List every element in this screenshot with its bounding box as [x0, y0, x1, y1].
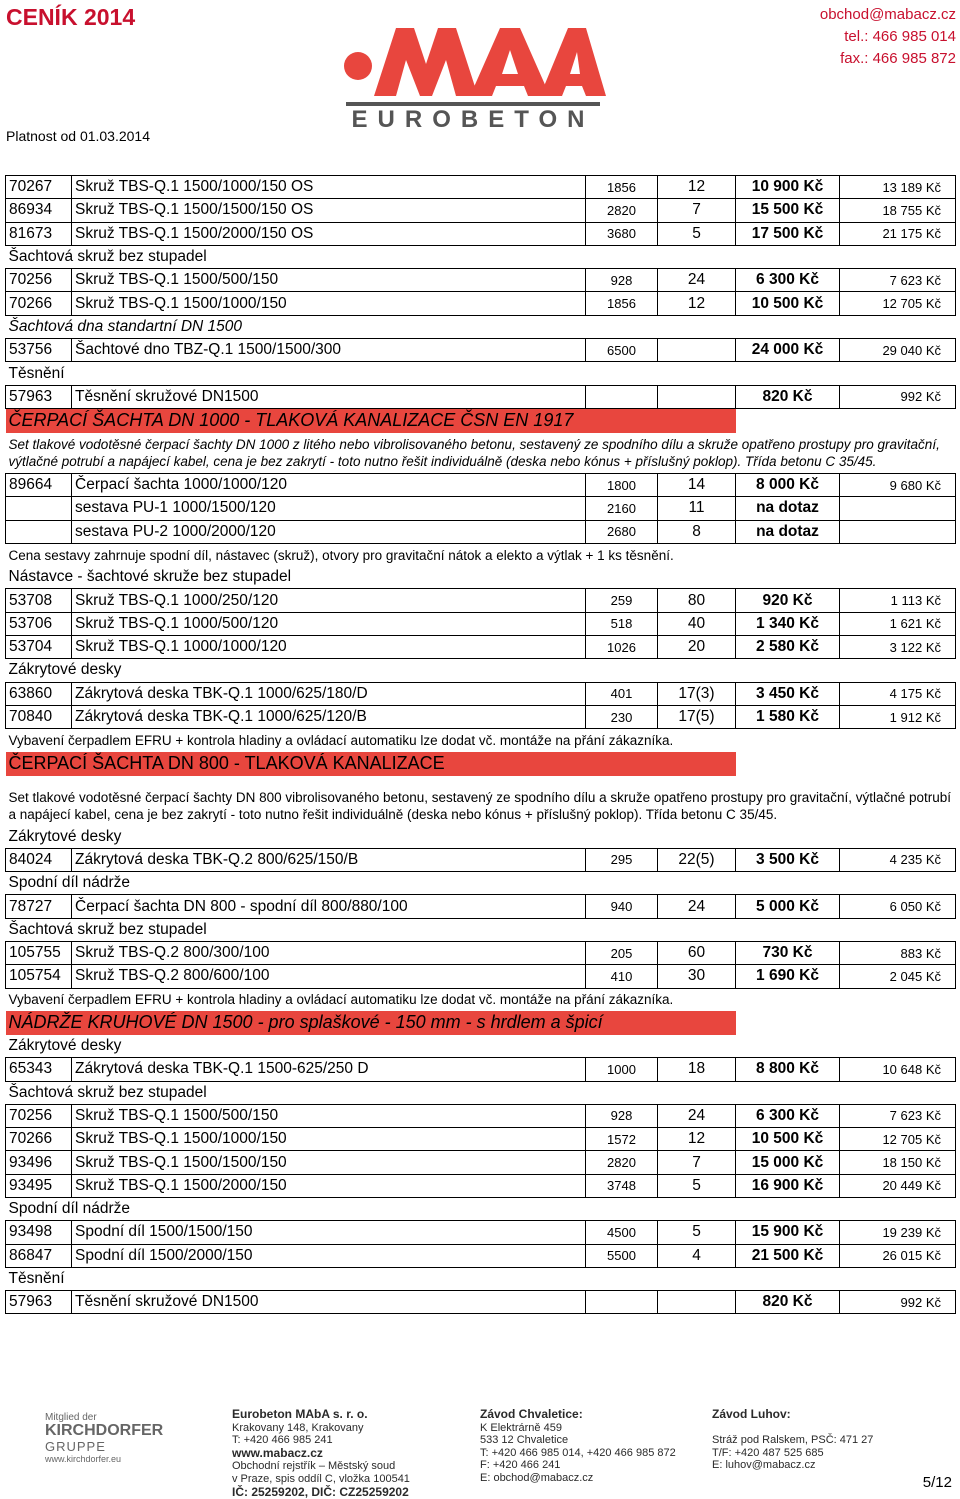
- product-name: sestava PU-2 1000/2000/120: [72, 520, 586, 543]
- company-address: [232, 1408, 410, 1499]
- plant-line: T: +420 466 985 014, +420 466 985 872: [480, 1446, 676, 1459]
- product-weight: 1800: [586, 473, 658, 496]
- product-weight: 410: [586, 965, 658, 988]
- product-weight: [586, 1291, 658, 1314]
- table-row: [6, 176, 956, 199]
- product-quantity: [658, 339, 736, 362]
- valid-from: Platnost od 01.03.2014: [6, 128, 151, 144]
- product-name: Skruž TBS-Q.1 1500/1000/150: [72, 1128, 586, 1151]
- plant-luhov: [712, 1408, 873, 1472]
- product-price-vat: 12 705 Kč: [840, 1128, 956, 1151]
- company-line: T: +420 466 985 241: [232, 1434, 333, 1447]
- contact-fax: fax.: 466 985 872: [840, 50, 956, 67]
- section-row: [6, 659, 956, 682]
- product-quantity: 14: [658, 473, 736, 496]
- product-quantity: 18: [658, 1058, 736, 1081]
- plant-email[interactable]: E: obchod@mabacz.cz: [480, 1471, 594, 1484]
- product-code: 53706: [6, 612, 72, 635]
- product-quantity: 5: [658, 222, 736, 245]
- logo-eurobeton-text: EUROBETON: [351, 106, 595, 130]
- product-price: 820 Kč: [736, 385, 840, 408]
- product-price-vat: 4 235 Kč: [840, 848, 956, 871]
- product-name: Skruž TBS-Q.1 1500/500/150: [72, 269, 586, 292]
- section-title: Šachtová skruž bez stupadel: [8, 1083, 207, 1101]
- product-code: 81673: [6, 222, 72, 245]
- product-price-vat: 21 175 Kč: [840, 222, 956, 245]
- product-weight: 1856: [586, 292, 658, 315]
- product-price: 1 690 Kč: [736, 965, 840, 988]
- product-code: [6, 520, 72, 543]
- table-row: [6, 292, 956, 315]
- spacer-row: [6, 776, 956, 786]
- table-row: [6, 1174, 956, 1197]
- table-row: [6, 895, 956, 918]
- product-price: 16 900 Kč: [736, 1174, 840, 1197]
- product-quantity: 24: [658, 1104, 736, 1127]
- company-ids: IČ: 25259202, DIČ: CZ25259202: [232, 1484, 409, 1499]
- product-price: 2 580 Kč: [736, 636, 840, 659]
- table-row: [6, 199, 956, 222]
- product-code: 78727: [6, 895, 72, 918]
- product-price: 3 450 Kč: [736, 682, 840, 705]
- company-line: Krakovany 148, Krakovany: [232, 1421, 364, 1434]
- product-quantity: 11: [658, 497, 736, 520]
- product-price-vat: 6 050 Kč: [840, 895, 956, 918]
- table-row: [6, 269, 956, 292]
- product-code: 105755: [6, 942, 72, 965]
- product-price: 6 300 Kč: [736, 1104, 840, 1127]
- product-code: 70256: [6, 1104, 72, 1127]
- product-name: Zákrytová deska TBK-Q.1 1000/625/120/B: [72, 705, 586, 728]
- category-heading: ČERPACÍ ŠACHTA DN 800 - TLAKOVÁ KANALIZACE: [6, 752, 736, 776]
- section-row: [6, 872, 956, 895]
- table-row: [6, 1058, 956, 1081]
- page-footer: [0, 1408, 960, 1498]
- product-name: Skruž TBS-Q.1 1000/250/120: [72, 589, 586, 612]
- plant-chvaletice: [480, 1408, 676, 1485]
- product-price: 10 500 Kč: [736, 1128, 840, 1151]
- product-name: Skruž TBS-Q.1 1500/1500/150: [72, 1151, 586, 1174]
- group-url[interactable]: www.kirchdorfer.eu: [45, 1454, 122, 1464]
- product-price: 820 Kč: [736, 1291, 840, 1314]
- info-row: [6, 729, 956, 752]
- plant-line: F: +420 466 241: [480, 1459, 561, 1472]
- section-title: Šachtová skruž bez stupadel: [8, 248, 207, 266]
- kirchdorfer-group: [45, 1412, 163, 1464]
- group-name: KIRCHDORFER: [45, 1422, 164, 1439]
- product-quantity: 24: [658, 895, 736, 918]
- product-price: 15 000 Kč: [736, 1151, 840, 1174]
- product-code: 86847: [6, 1244, 72, 1267]
- product-code: 57963: [6, 385, 72, 408]
- product-name: Šachtové dno TBZ-Q.1 1500/1500/300: [72, 339, 586, 362]
- product-price: 21 500 Kč: [736, 1244, 840, 1267]
- product-name: Zákrytová deska TBK-Q.2 800/625/150/B: [72, 848, 586, 871]
- product-weight: 5500: [586, 1244, 658, 1267]
- product-code: 70256: [6, 269, 72, 292]
- product-name: Skruž TBS-Q.1 1500/1000/150: [72, 292, 586, 315]
- maba-eurobeton-logo: [340, 14, 606, 130]
- product-weight: 6500: [586, 339, 658, 362]
- product-quantity: 30: [658, 965, 736, 988]
- section-row: [6, 566, 956, 589]
- product-quantity: 4: [658, 1244, 736, 1267]
- product-code: [6, 497, 72, 520]
- section-row: [6, 826, 956, 849]
- product-name: Skruž TBS-Q.2 800/300/100: [72, 942, 586, 965]
- company-name: Eurobeton MAbA s. r. o.: [232, 1407, 368, 1421]
- product-quantity: 12: [658, 176, 736, 199]
- company-web[interactable]: www.mabacz.cz: [232, 1445, 323, 1460]
- table-row: [6, 848, 956, 871]
- group-member-label: Mitglied der: [45, 1412, 97, 1423]
- description-row: [6, 433, 956, 474]
- product-code: 70266: [6, 292, 72, 315]
- table-row: [6, 636, 956, 659]
- company-line: Obchodní rejstřík – Městský soud: [232, 1460, 396, 1473]
- product-price: 5 000 Kč: [736, 895, 840, 918]
- product-price: 10 500 Kč: [736, 292, 840, 315]
- table-row: [6, 385, 956, 408]
- plant-line: Stráž pod Ralskem, PSČ: 471 27: [712, 1434, 874, 1447]
- product-weight: 1000: [586, 1058, 658, 1081]
- product-name: Skruž TBS-Q.1 1500/1000/150 OS: [72, 176, 586, 199]
- plant-line: K Elektrárně 459: [480, 1421, 562, 1434]
- product-price-vat: 7 623 Kč: [840, 1104, 956, 1127]
- table-subrow: [6, 520, 956, 543]
- heading-blank: [736, 408, 956, 433]
- product-name: Spodní díl 1500/1500/150: [72, 1221, 586, 1244]
- section-row: [6, 1267, 956, 1290]
- product-quantity: 5: [658, 1174, 736, 1197]
- product-price: 10 900 Kč: [736, 176, 840, 199]
- spacer-cell: [6, 776, 956, 786]
- section-title: Spodní díl nádrže: [8, 1200, 131, 1218]
- product-price: 6 300 Kč: [736, 269, 840, 292]
- table-row: [6, 1104, 956, 1127]
- product-weight: 1026: [586, 636, 658, 659]
- product-quantity: 12: [658, 292, 736, 315]
- product-price: 24 000 Kč: [736, 339, 840, 362]
- info-text: Vybavení čerpadlem EFRU + kontrola hladiny a ovládací automatiku lze dodat vč. montáže na přání zákazníka.: [8, 732, 674, 748]
- product-weight: 230: [586, 705, 658, 728]
- product-code: 70266: [6, 1128, 72, 1151]
- product-price-vat: 883 Kč: [840, 942, 956, 965]
- product-weight: 940: [586, 895, 658, 918]
- section-row: [6, 1197, 956, 1220]
- product-price-vat: 29 040 Kč: [840, 339, 956, 362]
- product-name: Skruž TBS-Q.1 1500/500/150: [72, 1104, 586, 1127]
- section-title: Těsnění: [8, 364, 65, 382]
- contact-email[interactable]: obchod@mabacz.cz: [819, 6, 956, 23]
- table-row: [6, 942, 956, 965]
- table-row: [6, 1221, 956, 1244]
- section-title: Zákrytové desky: [8, 661, 122, 679]
- product-name: Skruž TBS-Q.1 1000/1000/120: [72, 636, 586, 659]
- info-text: Vybavení čerpadlem EFRU + kontrola hladiny a ovládací automatiku lze dodat vč. montáže na přání zákazníka.: [8, 992, 674, 1008]
- product-price-vat: 1 621 Kč: [840, 612, 956, 635]
- table-row: [6, 1128, 956, 1151]
- table-row: [6, 222, 956, 245]
- table-row: [6, 682, 956, 705]
- table-row: [6, 339, 956, 362]
- product-name: Skruž TBS-Q.1 1000/500/120: [72, 612, 586, 635]
- product-weight: 1856: [586, 176, 658, 199]
- product-name: Skruž TBS-Q.1 1500/2000/150: [72, 1174, 586, 1197]
- heading-blank: [736, 1011, 956, 1035]
- product-code: 70267: [6, 176, 72, 199]
- table-row: [6, 612, 956, 635]
- table-row: [6, 1244, 956, 1267]
- description-text: Set tlakové vodotěsné čerpací šachty DN 1000 z litého nebo vibrolisovaného betonu, sestavený ze spodního dílu a skruže opatřeno prostupy pro gravitační, výtlačné potrubí a napájecí kabel, cena je bez zakrytí - toto nutno řešit individuálně (deska nebo kónus + příslušný poklop). Třída betonu C 35/45.: [8, 436, 940, 469]
- product-code: 70840: [6, 705, 72, 728]
- product-price-vat: 3 122 Kč: [840, 636, 956, 659]
- plant-email[interactable]: E: luhov@mabacz.cz: [712, 1459, 816, 1472]
- product-weight: 2820: [586, 199, 658, 222]
- product-price: na dotaz: [736, 497, 840, 520]
- product-weight: 4500: [586, 1221, 658, 1244]
- category-heading: NÁDRŽE KRUHOVÉ DN 1500 - pro splaškové - 150 mm - s hrdlem a špicí: [6, 1011, 736, 1035]
- table-row: [6, 965, 956, 988]
- product-quantity: [658, 1291, 736, 1314]
- product-code: 105754: [6, 965, 72, 988]
- product-name: sestava PU-1 1000/1500/120: [72, 497, 586, 520]
- section-title: Zákrytové desky: [8, 1037, 122, 1055]
- section-row: [6, 362, 956, 385]
- section-row: [6, 245, 956, 268]
- plant-title: Závod Chvaletice:: [480, 1407, 583, 1421]
- product-quantity: 60: [658, 942, 736, 965]
- category-heading-row: [6, 408, 956, 433]
- product-quantity: 5: [658, 1221, 736, 1244]
- product-weight: 3748: [586, 1174, 658, 1197]
- section-title: Těsnění: [8, 1270, 65, 1288]
- product-weight: 1572: [586, 1128, 658, 1151]
- product-price-vat: 7 623 Kč: [840, 269, 956, 292]
- product-code: 63860: [6, 682, 72, 705]
- product-price: 920 Kč: [736, 589, 840, 612]
- product-price-vat: [840, 497, 956, 520]
- product-weight: 2680: [586, 520, 658, 543]
- product-code: 57963: [6, 1291, 72, 1314]
- product-code: 53704: [6, 636, 72, 659]
- product-name: Čerpací šachta 1000/1000/120: [72, 473, 586, 496]
- product-price: 8 800 Kč: [736, 1058, 840, 1081]
- heading-blank: [736, 752, 956, 776]
- section-title: Šachtová dna standartní DN 1500: [8, 317, 243, 335]
- product-weight: 295: [586, 848, 658, 871]
- product-price-vat: [840, 520, 956, 543]
- product-quantity: 17(5): [658, 705, 736, 728]
- product-price-vat: 4 175 Kč: [840, 682, 956, 705]
- product-price-vat: 992 Kč: [840, 1291, 956, 1314]
- section-title: Spodní díl nádrže: [8, 874, 131, 892]
- product-quantity: 20: [658, 636, 736, 659]
- product-price-vat: 12 705 Kč: [840, 292, 956, 315]
- section-row: [6, 315, 956, 338]
- section-title: Zákrytové desky: [8, 827, 122, 845]
- product-price: 1 340 Kč: [736, 612, 840, 635]
- product-price-vat: 2 045 Kč: [840, 965, 956, 988]
- product-name: Těsnění skružové DN1500: [72, 385, 586, 408]
- table-row: [6, 473, 956, 496]
- product-code: 53756: [6, 339, 72, 362]
- product-price-vat: 13 189 Kč: [840, 176, 956, 199]
- product-quantity: 12: [658, 1128, 736, 1151]
- table-row: [6, 705, 956, 728]
- product-price: 8 000 Kč: [736, 473, 840, 496]
- price-list-title: CENÍK 2014: [6, 4, 136, 30]
- group-sub: GRUPPE: [45, 1439, 106, 1454]
- company-line: v Praze, spis oddíl C, vložka 100541: [232, 1472, 410, 1485]
- product-name: Zákrytová deska TBK-Q.1 1500-625/250 D: [72, 1058, 586, 1081]
- info-row: [6, 988, 956, 1011]
- product-quantity: 7: [658, 199, 736, 222]
- product-quantity: [658, 385, 736, 408]
- category-heading-row: [6, 752, 956, 776]
- contact-phone: tel.: 466 985 014: [844, 28, 956, 45]
- info-row: [6, 543, 956, 566]
- product-price: 15 500 Kč: [736, 199, 840, 222]
- category-heading-row: [6, 1011, 956, 1035]
- product-price-vat: 9 680 Kč: [840, 473, 956, 496]
- description-text: Set tlakové vodotěsné čerpací šachty DN 800 vibrolisovaného betonu, sestavený ze spodního dílu a skruže opatřeno prostupy pro gravitační, výtlačné potrubí a napájecí kabel, cena je bez zakrytí - toto nutno řešit individuálně (deska nebo kónus + příslušný poklop). Třída betonu C 35/45.: [8, 789, 952, 822]
- product-quantity: 24: [658, 269, 736, 292]
- product-code: 93496: [6, 1151, 72, 1174]
- product-price-vat: 10 648 Kč: [840, 1058, 956, 1081]
- product-price-vat: 992 Kč: [840, 385, 956, 408]
- product-price-vat: 1 113 Kč: [840, 589, 956, 612]
- product-code: 89664: [6, 473, 72, 496]
- table-row: [6, 1291, 956, 1314]
- product-weight: 518: [586, 612, 658, 635]
- section-row: [6, 918, 956, 941]
- product-quantity: 7: [658, 1151, 736, 1174]
- plant-line: 533 12 Chvaletice: [480, 1434, 569, 1447]
- product-quantity: 80: [658, 589, 736, 612]
- product-name: Skruž TBS-Q.1 1500/1500/150 OS: [72, 199, 586, 222]
- product-weight: 259: [586, 589, 658, 612]
- section-row: [6, 1035, 956, 1058]
- section-row: [6, 1081, 956, 1104]
- product-name: Zákrytová deska TBK-Q.1 1000/625/180/D: [72, 682, 586, 705]
- product-quantity: 8: [658, 520, 736, 543]
- section-title: Nástavce - šachtové skruže bez stupadel: [8, 568, 292, 586]
- product-code: 93498: [6, 1221, 72, 1244]
- maba-letters-icon: [344, 28, 606, 96]
- product-quantity: 17(3): [658, 682, 736, 705]
- product-quantity: 40: [658, 612, 736, 635]
- description-row: [6, 786, 956, 826]
- section-title: Šachtová skruž bez stupadel: [8, 920, 207, 938]
- product-price-vat: 26 015 Kč: [840, 1244, 956, 1267]
- product-code: 86934: [6, 199, 72, 222]
- category-heading: ČERPACÍ ŠACHTA DN 1000 - TLAKOVÁ KANALIZACE ČSN EN 1917: [6, 408, 736, 433]
- product-code: 65343: [6, 1058, 72, 1081]
- contact-block: [820, 4, 956, 70]
- product-name: Těsnění skružové DN1500: [72, 1291, 586, 1314]
- table-row: [6, 589, 956, 612]
- product-price-vat: 1 912 Kč: [840, 705, 956, 728]
- table-row: [6, 1151, 956, 1174]
- product-weight: 2820: [586, 1151, 658, 1174]
- product-weight: [586, 385, 658, 408]
- product-name: Čerpací šachta DN 800 - spodní díl 800/880/100: [72, 895, 586, 918]
- product-weight: 928: [586, 1104, 658, 1127]
- product-weight: 928: [586, 269, 658, 292]
- product-price: 730 Kč: [736, 942, 840, 965]
- product-code: 84024: [6, 848, 72, 871]
- table-subrow: [6, 497, 956, 520]
- product-weight: 205: [586, 942, 658, 965]
- plant-title: Závod Luhov:: [712, 1407, 791, 1421]
- product-price-vat: 20 449 Kč: [840, 1174, 956, 1197]
- product-price-vat: 19 239 Kč: [840, 1221, 956, 1244]
- product-quantity: 22(5): [658, 848, 736, 871]
- product-price: na dotaz: [736, 520, 840, 543]
- info-text: Cena sestavy zahrnuje spodní díl, nástavec (skruž), otvory pro gravitační nátok a elekto a výtlak + 1 ks těsnění.: [8, 547, 674, 563]
- product-price: 15 900 Kč: [736, 1221, 840, 1244]
- product-code: 93495: [6, 1174, 72, 1197]
- price-table: [5, 175, 956, 1314]
- product-code: 53708: [6, 589, 72, 612]
- price-table-body: [6, 176, 956, 1314]
- product-weight: 2160: [586, 497, 658, 520]
- product-weight: 401: [586, 682, 658, 705]
- plant-line: T/F: +420 487 525 685: [712, 1446, 824, 1459]
- product-weight: 3680: [586, 222, 658, 245]
- product-name: Spodní díl 1500/2000/150: [72, 1244, 586, 1267]
- product-price: 1 580 Kč: [736, 705, 840, 728]
- page-number: 5/12: [922, 1474, 952, 1491]
- product-price: 17 500 Kč: [736, 222, 840, 245]
- product-name: Skruž TBS-Q.2 800/600/100: [72, 965, 586, 988]
- product-name: Skruž TBS-Q.1 1500/2000/150 OS: [72, 222, 586, 245]
- product-price-vat: 18 150 Kč: [840, 1151, 956, 1174]
- product-price: 3 500 Kč: [736, 848, 840, 871]
- product-price-vat: 18 755 Kč: [840, 199, 956, 222]
